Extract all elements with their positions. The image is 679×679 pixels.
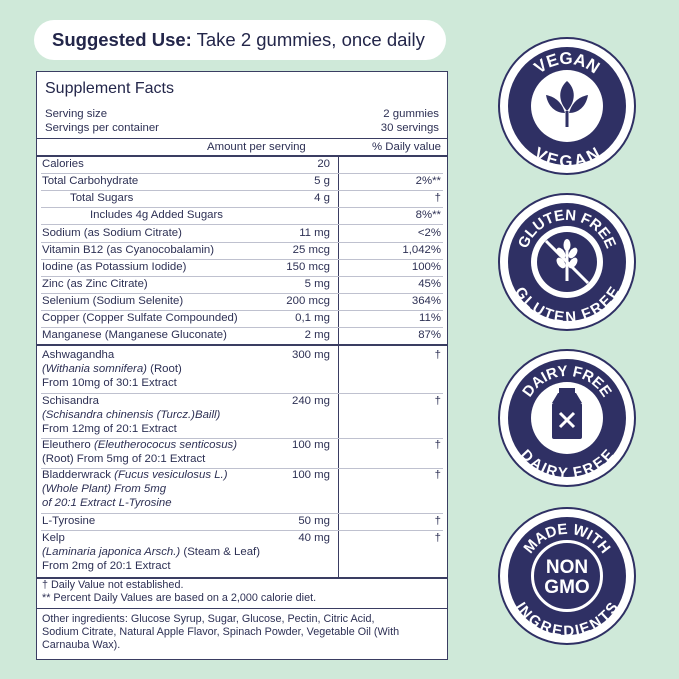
svg-text:VEGAN — [531, 144, 603, 172]
nutrient-amount: 5 g — [314, 175, 330, 187]
svg-text:DAIRY FREE — [517, 446, 617, 482]
nutrient-amount: 20 — [317, 158, 330, 170]
nutrient-name: Vitamin B12 (as Cyanocobalamin) — [42, 244, 214, 256]
badge-top-text: GLUTEN FREE — [514, 206, 620, 251]
herb-extract: of 20:1 Extract L-Tyrosine — [42, 497, 172, 509]
herb-name: Bladderwrack — [42, 469, 115, 481]
divider — [41, 310, 443, 311]
badge-top-text: MADE WITH — [520, 520, 614, 557]
herb-name: L-Tyrosine — [42, 515, 96, 527]
nutrient-dv: 87% — [418, 329, 441, 341]
nutrient-name: Sodium (as Sodium Citrate) — [42, 227, 182, 239]
herb-name: Kelp — [42, 532, 65, 544]
divider — [37, 608, 447, 609]
footnote-calories: ** Percent Daily Values are based on a 2,000 calorie diet. — [42, 592, 317, 604]
nutrient-amount: 11 mg — [299, 227, 330, 239]
divider — [41, 276, 443, 277]
svg-text:INGREDIENTS — [512, 599, 622, 640]
divider — [41, 207, 443, 208]
ingredients-line: Other ingredients: Glucose Syrup, Sugar, Glucose, Pectin, Citric Acid, — [42, 613, 375, 625]
herb-extract: From 10mg of 30:1 Extract — [42, 377, 177, 389]
dairy-free-badge — [498, 349, 636, 487]
badge-top-text: DAIRY FREE — [519, 362, 615, 401]
nutrient-amount: 150 mcg — [286, 261, 330, 273]
suggested-use-label: Suggested Use: — [52, 29, 192, 50]
herb-dv: † — [434, 469, 441, 481]
herb-amount: 100 mg — [292, 469, 330, 481]
divider — [41, 173, 443, 174]
divider — [41, 224, 443, 225]
herb-extract: From 2mg of 20:1 Extract — [42, 560, 171, 572]
servings-value: 30 servings — [380, 122, 439, 134]
herb-amount: 240 mg — [292, 395, 330, 407]
nutrient-name: Includes 4g Added Sugars — [90, 209, 223, 221]
serving-size-label: Serving size — [45, 108, 108, 120]
herb-amount: 100 mg — [292, 439, 330, 451]
herb-amount: 300 mg — [292, 349, 330, 361]
nutrient-name: Total Carbohydrate — [42, 175, 139, 187]
herb-name: Eleuthero — [42, 439, 94, 451]
column-divider — [338, 155, 339, 578]
facts-title: Supplement Facts — [45, 80, 174, 97]
badge-bottom-text: GLUTEN FREE — [511, 284, 623, 327]
herb-extract: (Root) From 5mg of 20:1 Extract — [42, 453, 206, 465]
non-gmo-icon — [544, 557, 589, 598]
herb-name: Schisandra — [42, 395, 99, 407]
svg-text:MADE WITH — [520, 521, 613, 557]
nutrient-name: Selenium (Sodium Selenite) — [42, 295, 184, 307]
servings-label: Servings per container — [45, 122, 159, 134]
non-gmo-text-gmo: GMO — [544, 577, 590, 598]
nutrient-name: Manganese (Manganese Gluconate) — [42, 329, 227, 341]
non-gmo-text-non: NON — [545, 557, 589, 578]
wheat-crossed-icon — [537, 232, 597, 292]
divider — [37, 344, 447, 346]
header-dv: % Daily value — [371, 141, 441, 153]
footnote-dv: † Daily Value not established. — [42, 579, 184, 591]
vegan-badge — [498, 37, 636, 175]
herb-dv: † — [434, 515, 441, 527]
divider — [41, 293, 443, 294]
svg-text:VEGAN — [531, 49, 603, 78]
herb-part: (Root) — [146, 363, 182, 375]
herb-latin: (Laminaria japonica Arsch.) — [42, 546, 181, 558]
nutrient-name: Iodine (as Potassium Iodide) — [42, 261, 187, 273]
nutrient-dv: <2% — [417, 227, 441, 239]
herb-dv: † — [434, 395, 441, 407]
divider — [37, 155, 447, 157]
milk-carton-crossed-icon — [552, 388, 582, 439]
nutrient-name: Calories — [42, 158, 84, 170]
herb-part: (Steam & Leaf) — [180, 546, 261, 558]
herb-latin: (Withania somnifera) — [42, 363, 147, 375]
servings-row — [45, 122, 439, 134]
suggested-use-text: Take 2 gummies, once daily — [191, 29, 425, 50]
divider — [41, 242, 443, 243]
gluten-free-badge — [498, 193, 636, 331]
herb-dv: † — [434, 439, 441, 451]
nutrient-dv: 8%** — [415, 209, 441, 221]
nutrient-amount: 0,1 mg — [295, 312, 330, 324]
ingredients-line: Carnauba Wax). — [42, 639, 121, 651]
header-amount: Amount per serving — [207, 141, 306, 153]
badge-top-text: VEGAN — [530, 48, 604, 78]
divider — [41, 327, 443, 328]
divider — [41, 393, 443, 394]
nutrient-dv: 1,042% — [402, 244, 441, 256]
divider — [37, 138, 447, 139]
nutrient-amount: 25 mcg — [292, 244, 330, 256]
badge-bottom-text: DAIRY FREE — [516, 446, 618, 483]
ingredients-line: Sodium Citrate, Natural Apple Flavor, Spinach Powder, Vegetable Oil (With — [42, 626, 400, 638]
nutrient-dv: 45% — [418, 278, 441, 290]
nutrient-dv: 2%** — [415, 175, 441, 187]
nutrient-amount: 200 mcg — [286, 295, 330, 307]
leaf-icon — [546, 81, 588, 127]
herb-amount: 50 mg — [298, 515, 330, 527]
herb-amount: 40 mg — [298, 532, 330, 544]
herb-dv: † — [434, 349, 441, 361]
nutrient-dv: 364% — [411, 295, 441, 307]
herb-latin: (Fucus vesiculosus L.) — [114, 469, 228, 481]
herb-latin: (Schisandra chinensis (Turcz.)Baill) — [42, 409, 221, 421]
serving-size-row — [45, 108, 439, 120]
nutrient-dv: 100% — [411, 261, 441, 273]
suggested-use-banner — [34, 20, 446, 60]
herb-dv: † — [434, 532, 441, 544]
nutrient-dv: † — [434, 192, 441, 204]
nutrient-name: Copper (Copper Sulfate Compounded) — [42, 312, 238, 324]
divider — [41, 530, 443, 531]
divider — [41, 259, 443, 260]
herb-part: (Whole Plant) From 5mg — [42, 483, 167, 495]
nutrient-name: Total Sugars — [70, 192, 134, 204]
nutrient-dv: 11% — [419, 312, 441, 324]
serving-size-value: 2 gummies — [383, 108, 439, 120]
nutrient-amount: 4 g — [314, 192, 330, 204]
supplement-facts-panel — [36, 71, 448, 660]
nutrient-amount: 2 mg — [304, 329, 330, 341]
non-gmo-badge — [498, 507, 636, 645]
nutrient-name: Zinc (as Zinc Citrate) — [42, 278, 148, 290]
herb-latin: (Eleutherococus senticosus) — [93, 439, 238, 451]
divider — [41, 190, 443, 191]
herb-name: Ashwagandha — [42, 349, 115, 361]
badge-bottom-text: INGREDIENTS — [511, 599, 622, 641]
divider — [41, 513, 443, 514]
badge-bottom-text: VEGAN — [530, 143, 604, 172]
herb-extract: From 12mg of 20:1 Extract — [42, 423, 177, 435]
nutrient-amount: 5 mg — [304, 278, 330, 290]
